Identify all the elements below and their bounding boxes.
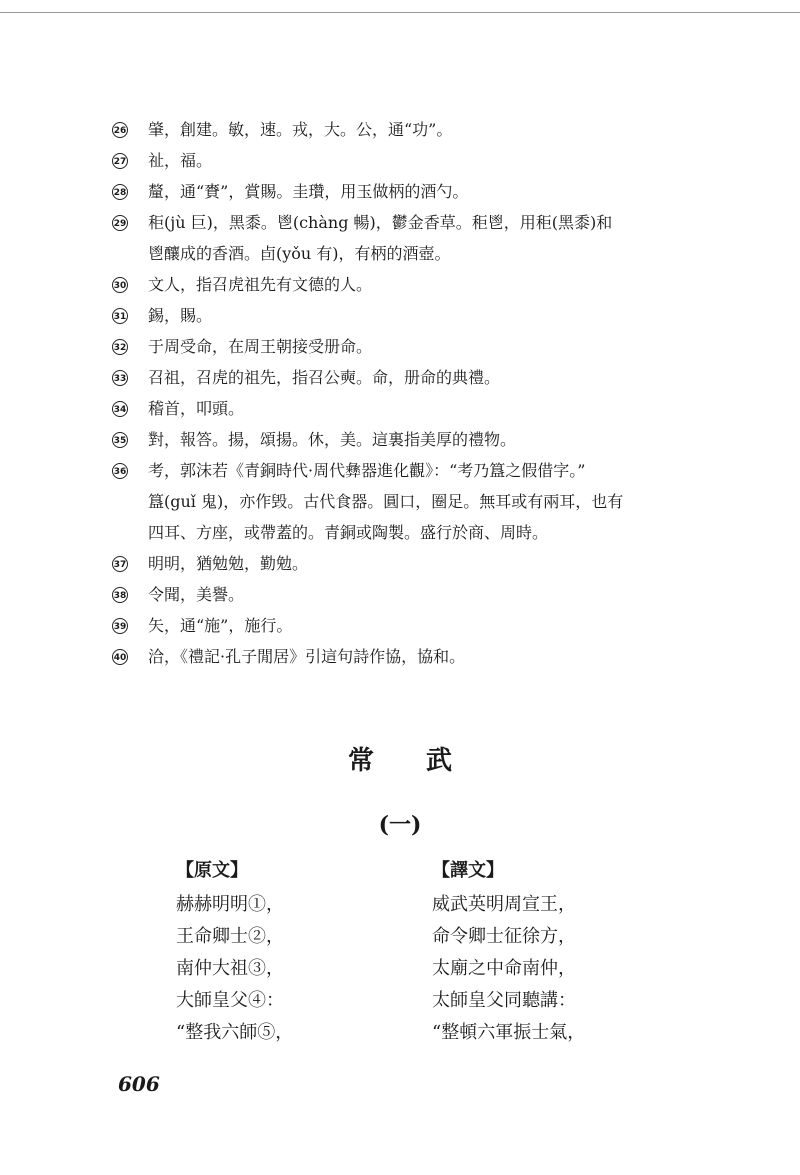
- note-text: 文人，指召虎祖先有文德的人。: [148, 275, 373, 294]
- note-number: 39: [112, 618, 128, 634]
- note-33: [112, 368, 712, 388]
- note-text: 釐，通“賚”，賞賜。圭瓚，用玉做柄的酒勺。: [148, 182, 469, 201]
- note-text-continued: 鬯釀成的香酒。卣(yǒu 有)，有柄的酒壺。: [148, 244, 451, 263]
- note-27: [112, 151, 712, 171]
- note-text: 于周受命，在周王朝接受册命。: [148, 337, 373, 356]
- original-line: 南仲大祖③，: [176, 958, 284, 979]
- note-text: 明明，猶勉勉，勤勉。: [148, 554, 309, 573]
- note-36: [112, 461, 712, 543]
- note-37: [112, 554, 712, 574]
- note-number: 30: [112, 277, 128, 293]
- note-number: 27: [112, 153, 128, 169]
- note-26: [112, 120, 712, 140]
- note-number: 35: [112, 432, 128, 448]
- section-number: (一): [378, 812, 422, 838]
- note-32: [112, 337, 712, 357]
- note-number: 31: [112, 308, 128, 324]
- original-text-column: [176, 860, 396, 1054]
- note-38: [112, 585, 712, 605]
- note-29: [112, 213, 712, 264]
- note-text: 秬(jù 巨)，黑黍。鬯(chàng 暢)，鬱金香草。秬鬯，用秬(黑黍)和: [148, 213, 613, 232]
- translation-column: [432, 860, 652, 1054]
- original-header: 【原文】: [176, 860, 248, 881]
- poem-title: 常武: [347, 746, 504, 776]
- note-number: 26: [112, 122, 128, 138]
- translation-line: 太廟之中命南仲，: [432, 958, 576, 979]
- note-35: [112, 430, 712, 450]
- note-text-continued: 四耳、方座，或帶蓋的。青銅或陶製。盛行於商、周時。: [148, 523, 549, 542]
- note-number: 32: [112, 339, 128, 355]
- translation-line: 威武英明周宣王，: [432, 894, 576, 915]
- note-text-continued: 簋(guǐ 鬼)，亦作毁。古代食器。圓口，圈足。無耳或有兩耳，也有: [148, 492, 624, 511]
- note-28: [112, 182, 712, 202]
- note-number: 29: [112, 215, 128, 231]
- note-text: 錫，賜。: [148, 306, 213, 325]
- note-text: 矢，通“施”，施行。: [148, 616, 293, 635]
- note-number: 28: [112, 184, 128, 200]
- note-39: [112, 616, 712, 636]
- note-number: 36: [112, 463, 128, 479]
- note-text: 稽首，叩頭。: [148, 399, 245, 418]
- translation-header: 【譯文】: [432, 860, 504, 881]
- note-number: 37: [112, 556, 128, 572]
- translation-line: 命令卿士征徐方，: [432, 926, 576, 947]
- note-text: 洽，《禮記·孔子閒居》引這句詩作協，協和。: [148, 647, 466, 666]
- translation-line: 太師皇父同聽講：: [432, 990, 576, 1011]
- top-rule: [0, 12, 800, 13]
- original-line: 赫赫明明①，: [176, 894, 284, 915]
- note-number: 34: [112, 401, 128, 417]
- note-text: 令聞，美譽。: [148, 585, 245, 604]
- note-text: 對，報答。揚，頌揚。休，美。這裏指美厚的禮物。: [148, 430, 517, 449]
- note-text: 祉，福。: [148, 151, 213, 170]
- note-number: 40: [112, 649, 128, 665]
- note-40: [112, 647, 712, 667]
- note-text: 肇，創建。敏，速。戎，大。公，通“功”。: [148, 120, 453, 139]
- original-line: “整我六師⑤，: [176, 1022, 294, 1043]
- original-line: 大師皇父④：: [176, 990, 284, 1011]
- note-number: 33: [112, 370, 128, 386]
- original-line: 王命卿士②，: [176, 926, 284, 947]
- page-number: 606: [118, 1072, 160, 1096]
- note-34: [112, 399, 712, 419]
- translation-line: “整頓六軍振士氣，: [432, 1022, 586, 1043]
- notes-list: [112, 120, 712, 678]
- note-31: [112, 306, 712, 326]
- note-text: 召祖，召虎的祖先，指召公奭。命，册命的典禮。: [148, 368, 501, 387]
- note-number: 38: [112, 587, 128, 603]
- note-30: [112, 275, 712, 295]
- note-text: 考，郭沫若《青銅時代·周代彝器進化觀》：“考乃簋之假借字。”: [148, 461, 586, 480]
